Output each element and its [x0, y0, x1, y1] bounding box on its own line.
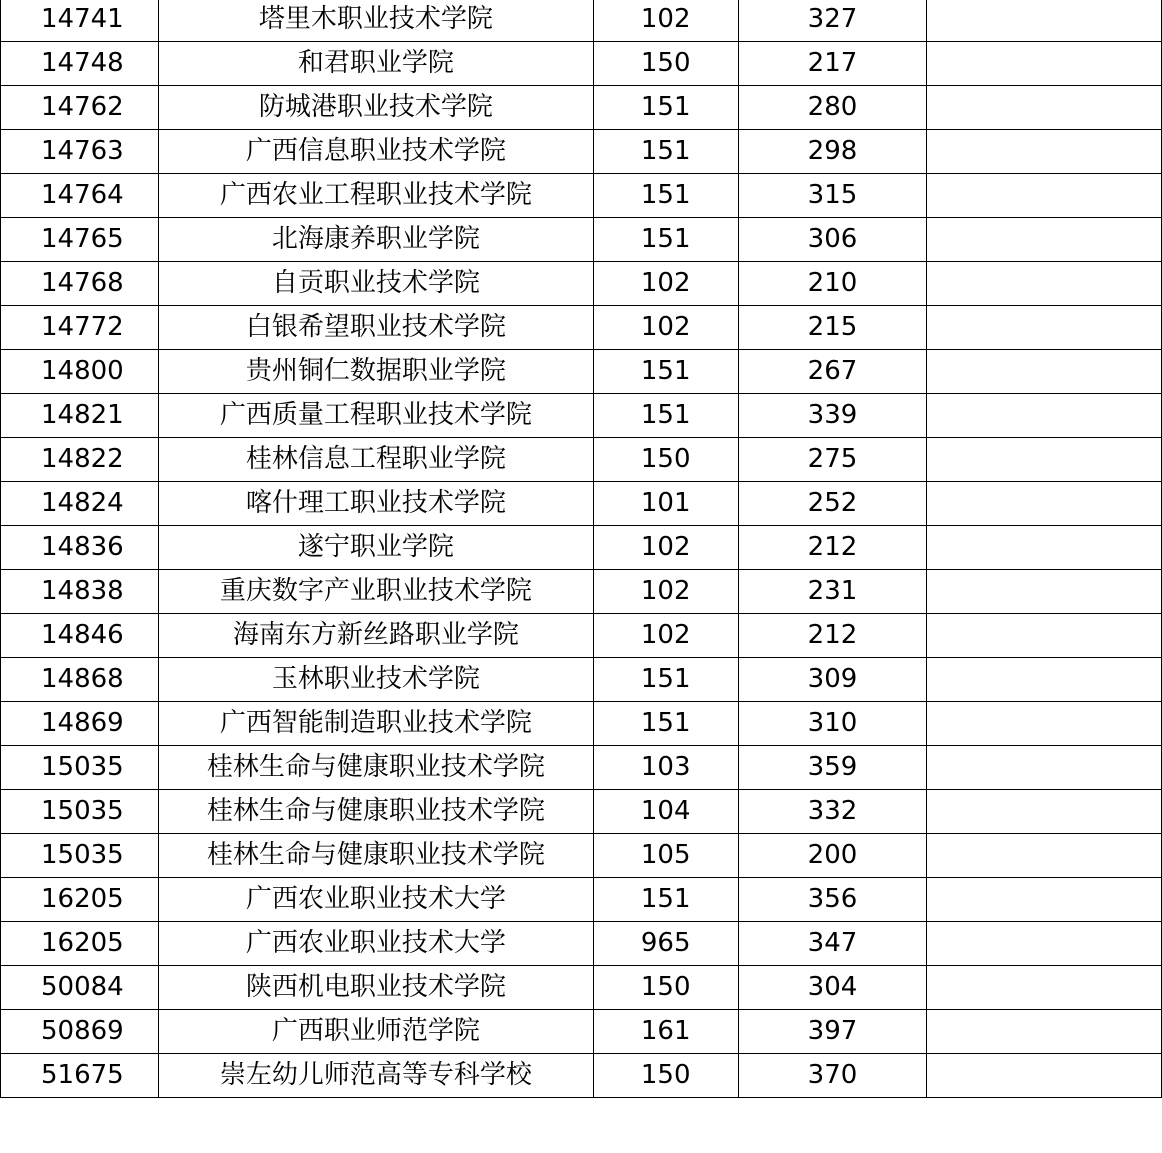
plan-code-cell: 151: [593, 350, 738, 394]
school-code-cell: 14846: [1, 614, 159, 658]
plan-code-cell: 102: [593, 614, 738, 658]
note-cell: [927, 482, 1162, 526]
plan-code-cell: 150: [593, 438, 738, 482]
score-cell: 309: [738, 658, 927, 702]
table-row: [1, 922, 1162, 966]
score-cell: 252: [738, 482, 927, 526]
table-row: [1, 482, 1162, 526]
school-name-cell: 广西农业职业技术大学: [158, 922, 593, 966]
school-name-cell: 广西农业职业技术大学: [158, 878, 593, 922]
score-cell: 347: [738, 922, 927, 966]
table-row: [1, 658, 1162, 702]
plan-code-cell: 161: [593, 1010, 738, 1054]
note-cell: [927, 1010, 1162, 1054]
score-cell: 304: [738, 966, 927, 1010]
plan-code-cell: 151: [593, 394, 738, 438]
note-cell: [927, 658, 1162, 702]
score-cell: 212: [738, 526, 927, 570]
table-row: [1, 1010, 1162, 1054]
note-cell: [927, 262, 1162, 306]
school-code-cell: 51675: [1, 1054, 159, 1098]
school-name-cell: 白银希望职业技术学院: [158, 306, 593, 350]
school-name-cell: 遂宁职业学院: [158, 526, 593, 570]
score-cell: 356: [738, 878, 927, 922]
table-row: [1, 746, 1162, 790]
table-row: [1, 702, 1162, 746]
school-code-cell: 14868: [1, 658, 159, 702]
school-code-cell: 50084: [1, 966, 159, 1010]
plan-code-cell: 103: [593, 746, 738, 790]
note-cell: [927, 350, 1162, 394]
note-cell: [927, 174, 1162, 218]
school-code-cell: 50869: [1, 1010, 159, 1054]
school-name-cell: 塔里木职业技术学院: [158, 0, 593, 42]
school-name-cell: 崇左幼儿师范高等专科学校: [158, 1054, 593, 1098]
table-row: [1, 42, 1162, 86]
note-cell: [927, 614, 1162, 658]
score-cell: 217: [738, 42, 927, 86]
note-cell: [927, 702, 1162, 746]
school-code-cell: 14764: [1, 174, 159, 218]
score-cell: 210: [738, 262, 927, 306]
note-cell: [927, 42, 1162, 86]
school-name-cell: 桂林信息工程职业学院: [158, 438, 593, 482]
school-name-cell: 桂林生命与健康职业技术学院: [158, 834, 593, 878]
note-cell: [927, 790, 1162, 834]
note-cell: [927, 834, 1162, 878]
table-row: [1, 1054, 1162, 1098]
school-code-cell: 15035: [1, 834, 159, 878]
school-code-cell: 16205: [1, 878, 159, 922]
table-row: [1, 790, 1162, 834]
school-name-cell: 重庆数字产业职业技术学院: [158, 570, 593, 614]
plan-code-cell: 965: [593, 922, 738, 966]
table-row: [1, 130, 1162, 174]
plan-code-cell: 151: [593, 658, 738, 702]
score-cell: 397: [738, 1010, 927, 1054]
school-name-cell: 玉林职业技术学院: [158, 658, 593, 702]
note-cell: [927, 746, 1162, 790]
note-cell: [927, 1054, 1162, 1098]
plan-code-cell: 104: [593, 790, 738, 834]
school-name-cell: 海南东方新丝路职业学院: [158, 614, 593, 658]
table-row: [1, 614, 1162, 658]
school-code-cell: 14765: [1, 218, 159, 262]
score-cell: 298: [738, 130, 927, 174]
plan-code-cell: 150: [593, 966, 738, 1010]
plan-code-cell: 102: [593, 526, 738, 570]
plan-code-cell: 102: [593, 570, 738, 614]
plan-code-cell: 101: [593, 482, 738, 526]
school-code-cell: 15035: [1, 790, 159, 834]
score-cell: 327: [738, 0, 927, 42]
table-row: [1, 438, 1162, 482]
school-code-cell: 14768: [1, 262, 159, 306]
score-cell: 339: [738, 394, 927, 438]
note-cell: [927, 526, 1162, 570]
school-code-cell: 15035: [1, 746, 159, 790]
school-code-cell: 14836: [1, 526, 159, 570]
table-row: [1, 0, 1162, 42]
plan-code-cell: 102: [593, 0, 738, 42]
table-row: [1, 526, 1162, 570]
table-row: [1, 878, 1162, 922]
score-cell: 275: [738, 438, 927, 482]
school-code-cell: 14824: [1, 482, 159, 526]
note-cell: [927, 394, 1162, 438]
score-cell: 370: [738, 1054, 927, 1098]
table-row: [1, 966, 1162, 1010]
note-cell: [927, 306, 1162, 350]
score-cell: 306: [738, 218, 927, 262]
school-name-cell: 桂林生命与健康职业技术学院: [158, 790, 593, 834]
plan-code-cell: 151: [593, 878, 738, 922]
school-name-cell: 广西智能制造职业技术学院: [158, 702, 593, 746]
note-cell: [927, 570, 1162, 614]
score-cell: 215: [738, 306, 927, 350]
school-code-cell: 14763: [1, 130, 159, 174]
table-row: [1, 174, 1162, 218]
score-cell: 359: [738, 746, 927, 790]
plan-code-cell: 102: [593, 306, 738, 350]
score-cell: 212: [738, 614, 927, 658]
school-code-cell: 14838: [1, 570, 159, 614]
plan-code-cell: 151: [593, 702, 738, 746]
school-code-cell: 14772: [1, 306, 159, 350]
school-code-cell: 14748: [1, 42, 159, 86]
note-cell: [927, 0, 1162, 42]
score-cell: 200: [738, 834, 927, 878]
score-cell: 280: [738, 86, 927, 130]
score-cell: 332: [738, 790, 927, 834]
table-body: [1, 0, 1162, 1098]
plan-code-cell: 150: [593, 1054, 738, 1098]
note-cell: [927, 218, 1162, 262]
table-row: [1, 834, 1162, 878]
plan-code-cell: 151: [593, 218, 738, 262]
school-name-cell: 广西信息职业技术学院: [158, 130, 593, 174]
table-row: [1, 570, 1162, 614]
table-row: [1, 218, 1162, 262]
school-code-cell: 14741: [1, 0, 159, 42]
plan-code-cell: 105: [593, 834, 738, 878]
plan-code-cell: 151: [593, 86, 738, 130]
plan-code-cell: 150: [593, 42, 738, 86]
school-name-cell: 广西农业工程职业技术学院: [158, 174, 593, 218]
score-cell: 310: [738, 702, 927, 746]
note-cell: [927, 438, 1162, 482]
school-code-cell: 16205: [1, 922, 159, 966]
school-name-cell: 广西质量工程职业技术学院: [158, 394, 593, 438]
table-row: [1, 86, 1162, 130]
table-row: [1, 262, 1162, 306]
table-row: [1, 306, 1162, 350]
school-name-cell: 防城港职业技术学院: [158, 86, 593, 130]
note-cell: [927, 966, 1162, 1010]
score-cell: 315: [738, 174, 927, 218]
school-code-cell: 14762: [1, 86, 159, 130]
score-cell: 267: [738, 350, 927, 394]
school-code-cell: 14800: [1, 350, 159, 394]
school-name-cell: 广西职业师范学院: [158, 1010, 593, 1054]
school-name-cell: 和君职业学院: [158, 42, 593, 86]
note-cell: [927, 130, 1162, 174]
school-name-cell: 自贡职业技术学院: [158, 262, 593, 306]
table-row: [1, 394, 1162, 438]
note-cell: [927, 86, 1162, 130]
school-name-cell: 北海康养职业学院: [158, 218, 593, 262]
school-name-cell: 贵州铜仁数据职业学院: [158, 350, 593, 394]
note-cell: [927, 878, 1162, 922]
school-name-cell: 喀什理工职业技术学院: [158, 482, 593, 526]
school-code-cell: 14869: [1, 702, 159, 746]
plan-code-cell: 102: [593, 262, 738, 306]
score-cell: 231: [738, 570, 927, 614]
note-cell: [927, 922, 1162, 966]
school-name-cell: 陕西机电职业技术学院: [158, 966, 593, 1010]
plan-code-cell: 151: [593, 130, 738, 174]
school-code-cell: 14821: [1, 394, 159, 438]
school-name-cell: 桂林生命与健康职业技术学院: [158, 746, 593, 790]
school-code-cell: 14822: [1, 438, 159, 482]
table-row: [1, 350, 1162, 394]
plan-code-cell: 151: [593, 174, 738, 218]
